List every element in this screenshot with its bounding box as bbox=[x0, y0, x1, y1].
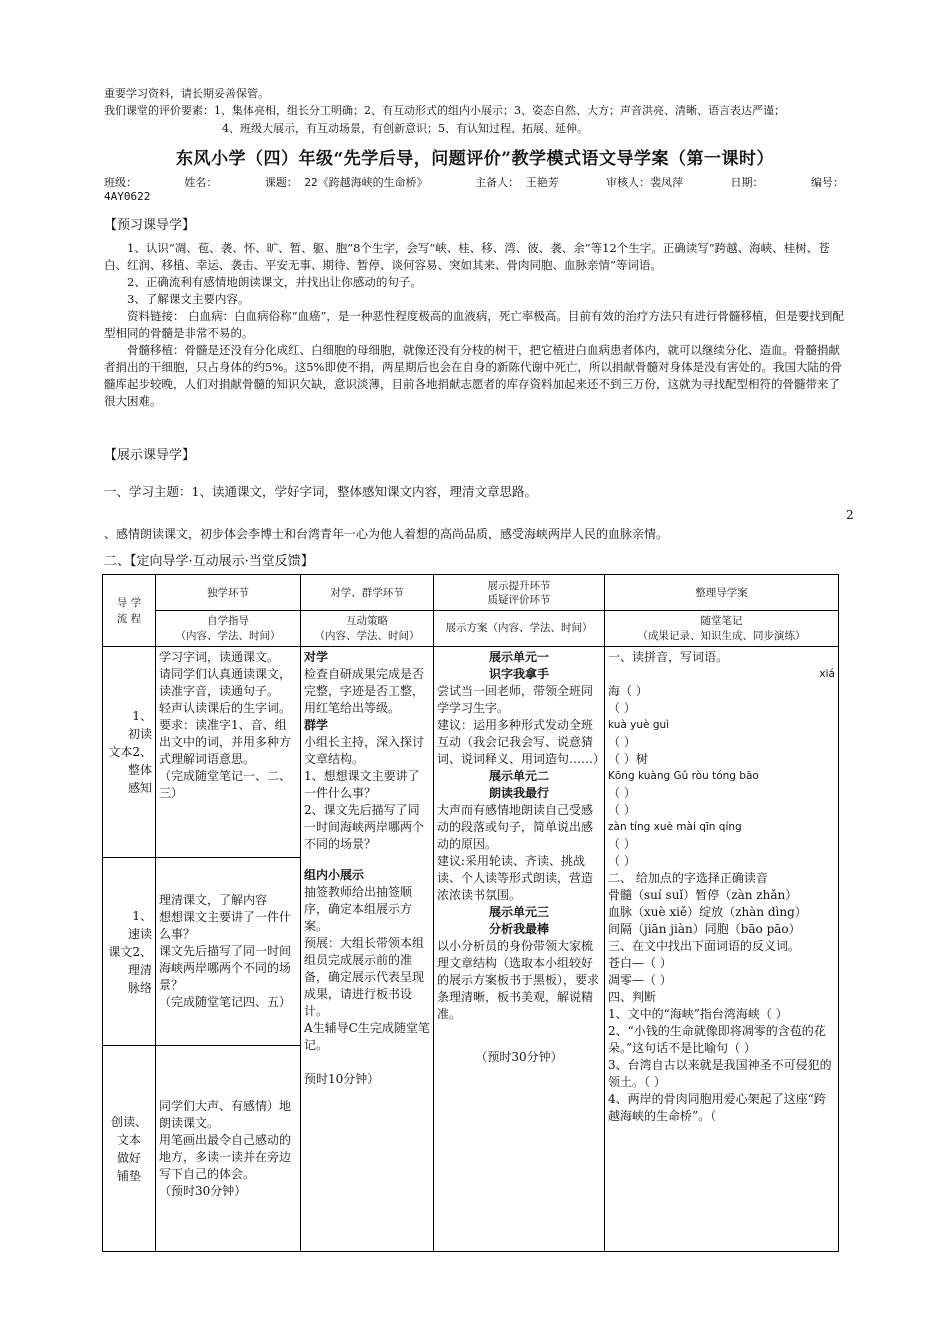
note-line: （ ） bbox=[608, 837, 636, 851]
group-text-2: 小组长主持，深入探讨文章结构。 1、想想课文主要讲了一件什么事？ 2、课文先后描写了同一时间海峡两岸哪两个不同的场景？ bbox=[304, 735, 425, 851]
show-subtitle-1: 识字我拿手 bbox=[488, 667, 549, 681]
eval-line-2: 4、班级大展示，有互动场景，有创新意识；5、有认知过程、拓展、延伸。 bbox=[222, 122, 588, 135]
info-code: 4AY0622 bbox=[104, 190, 151, 203]
group-text-3: 抽签教师给出抽签顺序，确定本组展示方案。 预展：大组长带领本组组员完成展示前的准备，确定展示代表呈现成果，请进行板书设计。 A生辅导C生完成随堂笔记。 预时10分钟） bbox=[304, 885, 430, 1086]
section-2-title: 二、【定向导学·互动展示·当堂反馈】 bbox=[104, 554, 314, 569]
group-column bbox=[301, 647, 434, 1252]
note-line: 苍白—（ ） bbox=[608, 956, 672, 970]
note-line: （ ） bbox=[608, 701, 636, 715]
preview-p5: 骨髓移植：骨髓是还没有分化成红、白细胞的母细胞，就像还没有分枝的树干，把它植进白血病患者体内，就可以继续分化、造血。骨髓捐献者捐出的干细胞，只占身体的约5%。这5%即使不捐，两星期后也会在自身的新陈代谢中死亡，所以捐献骨髓对身体是没有害处的。我国大陆的骨髓库起步较晚，人们对捐献骨髓的知识欠缺，意识淡薄，目前各地捐献志愿者的库存资料加起来还不到三万份，这就为寻找配型相符的骨髓带来了很大困难。 bbox=[104, 343, 842, 408]
group-title-3: 组内小展示 bbox=[304, 868, 365, 882]
preview-heading: 【预习课导学】 bbox=[104, 218, 196, 233]
note-line: 凋零—（ ） bbox=[608, 973, 672, 987]
info-reviewer: 审核人：裴凤萍 bbox=[606, 176, 684, 189]
note-line: （ ）树 bbox=[608, 752, 648, 766]
info-code-label: 编号： bbox=[810, 176, 844, 189]
show-text-4: （预时30分钟） bbox=[475, 1050, 563, 1064]
note-line: Kōng kuàng Gǔ ròu tóng bāo bbox=[608, 770, 759, 782]
notes-column bbox=[605, 647, 839, 1252]
show-text-3: 以小分析员的身份带领大家梳理文章结构（选取本小组较好的展示方案板书于黑板），要求条理清晰，板书美观，解说精准。 bbox=[437, 939, 600, 1021]
header-self-study: 独学环节 bbox=[156, 575, 301, 611]
show-heading: 【展示课导学】 bbox=[104, 448, 196, 463]
show-text-1: 尝试当一回老师，带领全班同学学习生字。 建议：运用多种形式发动全班互动（我会记我会写、说意猜词、说词释义、用词造句……） bbox=[437, 684, 606, 766]
header-show: 展示提升环节 质疑评价环节 bbox=[434, 575, 605, 611]
note-line: 三、在文中找出下面词语的反义词。 bbox=[608, 939, 801, 953]
note-line: （ ） bbox=[608, 854, 636, 868]
info-name: 姓名： bbox=[184, 176, 218, 189]
note-line: zàn tíng xuè mài qīn qíng bbox=[608, 821, 742, 833]
show-title-3: 展示单元三 bbox=[488, 905, 549, 919]
show-column bbox=[434, 647, 605, 1252]
show-text-2: 大声而有感情地朗读自己受感动的段落或句子，简单说出感动的原因。 建议:采用轮读、齐读、挑战读、个人读等形式朗读，营造浓浓读书氛围。 bbox=[437, 803, 594, 902]
info-row bbox=[104, 174, 844, 190]
sub-group: 互动策略 （内容、学法、时间） bbox=[301, 611, 434, 647]
group-text-1: 检查自研成果完成是否完整，字迹是否工整，用红笔给出等级。 bbox=[304, 667, 425, 715]
preview-p3: 3、了解课文主要内容。 bbox=[127, 292, 250, 306]
page-title: 东风小学（四）年级“先学后导，问题评价”教学模式语文导学案（第一课时） bbox=[175, 149, 775, 169]
note-line: （ ） bbox=[608, 803, 636, 817]
note-line: 海（ ） bbox=[608, 684, 648, 698]
header-flow: 导 学 流 程 bbox=[103, 575, 156, 647]
note-line: 二、 给加点的字选择正确读音 bbox=[608, 871, 768, 885]
guide-table bbox=[102, 574, 839, 1252]
note-line: 血脉（xuè xiě）绽放（zhàn dìng） bbox=[608, 905, 807, 919]
note-line: xiá bbox=[819, 668, 835, 680]
flow-step-1: 1、 初读 文本2、 整体 感知 bbox=[103, 647, 156, 858]
note-line: 3、台湾自古以来就是我国神圣不可侵犯的领土。（ ） bbox=[608, 1058, 832, 1089]
preview-p1: 1、认识“凋、苞、袭、怀、旷、暂、躯、胞”8个生字，会写“峡、桂、移、湾、彼、袭、余”等12个生字。正确读写“跨越、海峡、桂树、苍白、红润、移植、幸运、袭击、平安无事、期待、暂停、谈何容易、突如其来、骨肉同胞、血脉亲情”等词语。 bbox=[104, 241, 830, 272]
preview-p2: 2、正确流利有感情地朗读课文，并找出让你感动的句子。 bbox=[127, 275, 422, 289]
show-title-1: 展示单元一 bbox=[488, 650, 549, 664]
self-step-3: 同学们大声、有感情）地朗读课文。 用笔画出最令自己感动的地方，多读一读并在旁边写下自己的体会。 （预时30分钟） bbox=[156, 1046, 301, 1252]
header-group-study: 对学、群学环节 bbox=[301, 575, 434, 611]
header-organize: 整理导学案 bbox=[605, 575, 839, 611]
note-line: kuà yuè guì bbox=[608, 719, 670, 731]
flow-step-3: 创读、 文本 做好 铺垫 bbox=[103, 1046, 156, 1252]
note-line: （ ） bbox=[608, 735, 636, 749]
info-preparer: 主备人： 王艳芳 bbox=[475, 176, 559, 189]
note-line: 一、读拼音，写词语。 bbox=[608, 650, 729, 664]
info-class: 班级： bbox=[104, 176, 137, 189]
header-note: 重要学习资料，请长期妥善保管。 bbox=[104, 87, 269, 100]
group-title-2: 群学 bbox=[304, 718, 329, 732]
preview-body bbox=[104, 240, 846, 410]
show-title-2: 展示单元二 bbox=[488, 769, 549, 783]
note-line: 间隔（jiān jiàn）同胞（bāo pāo） bbox=[608, 922, 801, 936]
info-date: 日期： bbox=[730, 176, 764, 189]
preview-p4: 资料链接： 白血病：白血病俗称“血癌”，是一种恶性程度极高的血液病，死亡率极高。目前有效的治疗方法只有进行骨髓移植，但是要找到配型相同的骨髓是非常不易的。 bbox=[104, 309, 844, 340]
show-subtitle-3: 分析我最棒 bbox=[488, 922, 549, 936]
note-line: 4、两岸的骨肉同胞用爱心架起了这座“跨越海峡的生命桥”。（ bbox=[608, 1092, 826, 1123]
note-line: 2、“小钱的生命就像即将凋零的含苞的花朵。”这句话不是比喻句（ ） bbox=[608, 1024, 826, 1055]
sub-show: 展示方案（内容、学法、时间） bbox=[434, 611, 605, 647]
note-line: 1、文中的“海峡”指台湾海峡（ ） bbox=[608, 1007, 788, 1021]
show-subtitle-2: 朗读我最行 bbox=[488, 786, 549, 800]
info-lesson: 课题： 22《跨越海峡的生命桥》 bbox=[264, 176, 428, 189]
sub-organize: 随堂笔记 （成果记录、知识生成、同步演练） bbox=[605, 611, 839, 647]
self-step-2: 理清课文，了解内容 想想课文主要讲了一件什么事？ 课文先后描写了同一时间海峡两岸哪两个不同的场景？ （完成随堂笔记四、五） bbox=[156, 858, 301, 1046]
eval-line-1: 我们课堂的评价要素：1、集体亮相，组长分工明确；2、有互动形式的组内小展示；3、姿态自然、大方；声音洪亮、清晰、语言表达严谨； bbox=[104, 104, 785, 117]
page-number: 2 bbox=[846, 508, 854, 522]
show-theme-2: 、感情朗读课文，初步体会李博士和台湾青年一心为他人着想的高尚品质，感受海峡两岸人民的血脉亲情。 bbox=[104, 527, 669, 541]
note-line: 四、判断 bbox=[608, 990, 657, 1004]
group-title-1: 对学 bbox=[304, 650, 329, 664]
self-step-1: 学习字词，读通课文。 请同学们认真通读课文，读准字音，读通句子。 轻声认读课后的生字词。要求：读准字1、音、组出文中的词，并用多种方式理解词语意思。 （完成随堂笔记一、二、三） bbox=[156, 647, 301, 858]
sub-self: 自学指导 （内容、学法、时间） bbox=[156, 611, 301, 647]
note-line: 骨髓（suí suǐ）暂停（zàn zhǎn） bbox=[608, 888, 798, 902]
show-theme: 一、学习主题：1、读通课文，学好字词，整体感知课文内容，理清文章思路。 bbox=[104, 484, 537, 499]
flow-step-2: 1、 速读 课文2、 理清 脉络 bbox=[103, 858, 156, 1046]
note-line: （ ） bbox=[608, 786, 636, 800]
